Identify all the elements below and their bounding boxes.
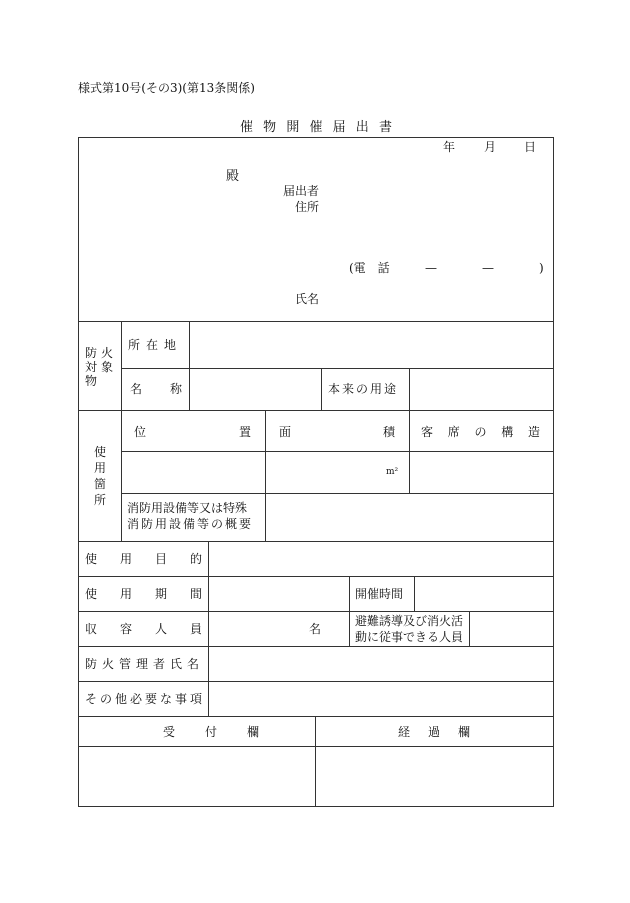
row-line — [78, 541, 554, 542]
char: 期 — [154, 587, 167, 601]
title-char: 物 — [263, 120, 277, 135]
col-line — [409, 368, 410, 410]
char: 用 — [119, 552, 132, 566]
purpose-label — [85, 553, 202, 565]
usage-area-label: 使用箇所 — [94, 445, 107, 507]
phone-dash-2: — — [482, 261, 494, 275]
frame-top — [78, 137, 554, 138]
frame-right — [553, 137, 554, 807]
char: 構 — [501, 425, 514, 439]
title-char: 催 — [240, 120, 254, 135]
char: 収 — [85, 622, 98, 636]
capacity-unit: 名 — [309, 622, 322, 636]
char: 位 — [134, 425, 147, 439]
row-line — [78, 576, 554, 577]
applicant-address-label: 住所 — [295, 200, 320, 214]
applicant-label: 届出者 — [283, 184, 320, 198]
row-line — [78, 681, 554, 682]
col-line — [265, 410, 266, 541]
reception-label — [163, 726, 259, 738]
title-char: 催 — [309, 120, 323, 135]
char: 過 — [427, 725, 440, 739]
addressee-suffix: 殿 — [226, 169, 240, 184]
col-line — [315, 716, 316, 807]
fire-target-label-3: 物 — [85, 374, 98, 388]
col-line — [208, 541, 209, 716]
char: 客 — [421, 425, 434, 439]
title-char: 書 — [378, 120, 392, 135]
capacity-label — [85, 623, 202, 635]
frame-bottom — [78, 806, 554, 807]
fire-target-label-2: 対象 — [85, 360, 118, 374]
title-char: 開 — [286, 120, 300, 135]
phone-open: (電 話 — [349, 261, 390, 275]
name-label — [130, 383, 182, 395]
area-unit: m² — [386, 467, 399, 477]
col-line — [321, 368, 322, 410]
char: 積 — [382, 425, 395, 439]
staff-label-line1: 避難誘導及び消火活 — [355, 614, 464, 628]
char: 用 — [119, 587, 132, 601]
hours-label: 開催時間 — [355, 587, 404, 601]
row-line — [78, 321, 554, 322]
period-label — [85, 588, 202, 600]
char: 経 — [398, 725, 411, 739]
original-use-label: 本来の用途 — [328, 382, 399, 396]
page-title — [240, 121, 392, 134]
col-line — [409, 410, 410, 493]
row-line — [78, 410, 554, 411]
char: 使 — [85, 587, 98, 601]
char: 的 — [189, 552, 202, 566]
title-char: 出 — [355, 120, 369, 135]
position-label — [134, 426, 251, 438]
row-line — [121, 368, 554, 369]
col-line — [414, 576, 415, 611]
char: 容 — [119, 622, 132, 636]
char: 席 — [447, 425, 460, 439]
row-line — [78, 746, 554, 747]
char: 使 — [85, 552, 98, 566]
col-line — [189, 321, 190, 410]
col-line — [121, 321, 122, 541]
char: 受 — [163, 725, 176, 739]
char: 欄 — [246, 725, 259, 739]
char: 造 — [527, 425, 540, 439]
row-line — [121, 451, 554, 452]
equipment-label-line2: 消防用設備等の概要 — [127, 517, 254, 531]
area-label — [279, 426, 395, 438]
char: 面 — [279, 425, 292, 439]
row-line — [121, 493, 554, 494]
col-line — [469, 611, 470, 646]
date-year: 年 — [443, 140, 456, 154]
char: 間 — [189, 587, 202, 601]
row-line — [78, 611, 554, 612]
row-line — [78, 646, 554, 647]
manager-label: 防火管理者氏名 — [85, 657, 205, 671]
staff-label-line2: 動に従事できる人員 — [355, 630, 464, 644]
date-month: 月 — [484, 140, 497, 154]
title-char: 届 — [332, 120, 346, 135]
char: 員 — [189, 622, 202, 636]
char: 人 — [154, 622, 167, 636]
fire-target-label-1: 防火 — [85, 346, 118, 360]
other-label: その他必要な事項 — [85, 692, 206, 706]
form-code: 様式第10号(その3)(第13条関係) — [78, 81, 255, 95]
char: の — [474, 425, 487, 439]
seating-label — [421, 426, 540, 438]
char: 称 — [169, 382, 182, 396]
char: 置 — [238, 425, 251, 439]
char: 付 — [204, 725, 217, 739]
char: 欄 — [457, 725, 470, 739]
applicant-name-label: 氏名 — [295, 292, 320, 306]
location-label: 所在地 — [128, 338, 183, 352]
row-line — [78, 716, 554, 717]
phone-dash-1: — — [425, 261, 437, 275]
progress-label — [398, 726, 470, 738]
col-line — [349, 576, 350, 646]
char: 名 — [130, 382, 143, 396]
equipment-label-line1: 消防用設備等又は特殊 — [127, 501, 248, 515]
date-day: 日 — [524, 140, 537, 154]
phone-close: ) — [539, 261, 544, 275]
frame-left — [78, 137, 79, 807]
char: 目 — [154, 552, 167, 566]
